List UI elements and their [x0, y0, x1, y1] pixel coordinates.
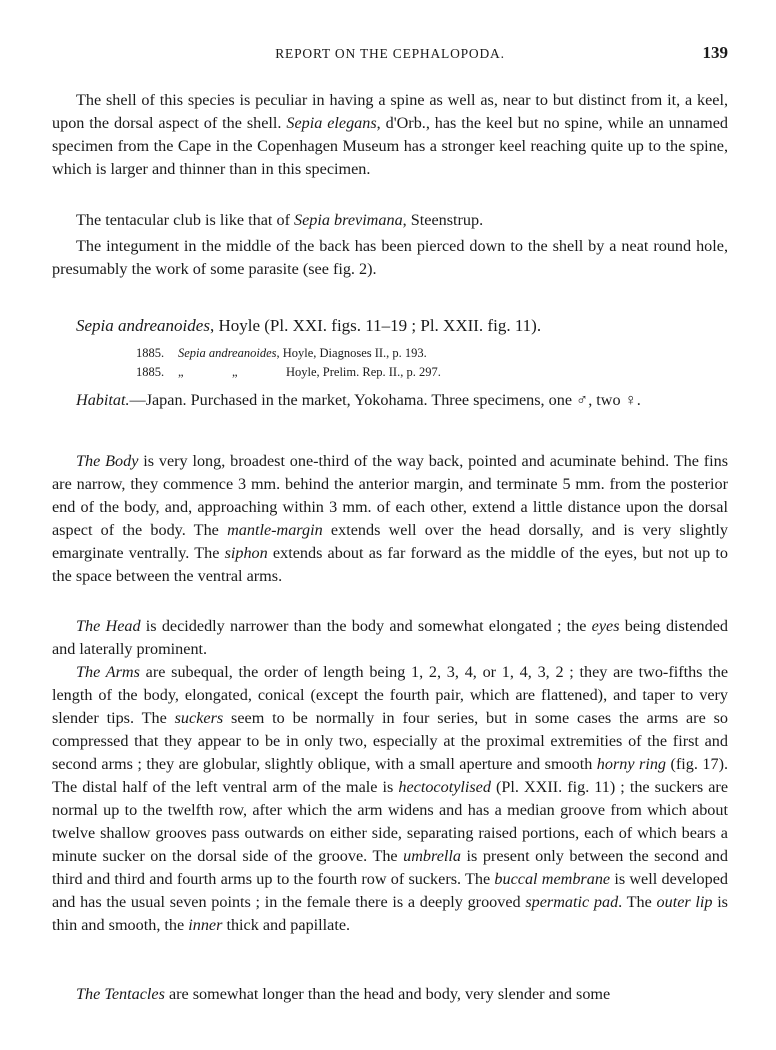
- heading-tentacles: The Tentacles: [76, 985, 165, 1003]
- synonymy-line-2: 1885. „ „ Hoyle, Prelim. Rep. II., p. 297.: [136, 365, 441, 379]
- species-ref-sepia-elegans: Sepia elegans: [286, 114, 377, 132]
- paragraph-body: The Body is very long, broadest one-third of the way back, pointed and acuminate behind. The fins are narrow, they commence 3 mm. behind the anterior margin, and terminate 5 mm. from the posterior end of the body, and, approaching within 3 mm. of each other, extend a little distance upon the dorsal aspect of the body. The mantle-margin extends well over the head dorsally, and is very slightly emarginate ventrally. The siphon extends about as far forward as the middle of the eyes, but not up to the space between the ventral arms.: [52, 452, 729, 585]
- species-heading: [76, 316, 541, 336]
- paragraph-shell: The shell of this species is peculiar in having a spine as well as, near to but distinct from it, a keel, upon the dorsal aspect of the shell. Sepia elegans, d'Orb., has the keel but no spine, while an unnamed specimen from the Cape in the Copenhagen Museum has a stronger keel reaching quite up to the spine, which is larger and thinner than in this specimen.: [52, 91, 728, 178]
- species-ref-sepia-brevimana: Sepia brevimana: [294, 211, 403, 229]
- paragraph-integument: The integument in the middle of the back has been pierced down to the shell by a neat round hole, presumably the work of some parasite (see fig. 2).: [52, 237, 728, 278]
- heading-head: The Head: [76, 617, 141, 635]
- species-citation: , Hoyle (Pl. XXI. figs. 11–19 ; Pl. XXII. fig. 11).: [209, 316, 542, 335]
- synonymy-line-1: 1885. Sepia andreanoides, Hoyle, Diagnoses II., p. 193.: [136, 346, 427, 360]
- running-head: REPORT ON THE CEPHALOPODA.: [275, 46, 505, 61]
- species-name: Sepia andreanoides: [76, 316, 210, 335]
- page-number: 139: [702, 43, 728, 62]
- heading-body: The Body: [76, 452, 139, 470]
- heading-arms: The Arms: [76, 663, 140, 681]
- paragraph-tentacular-club: The tentacular club is like that of Sepia brevimana, Steenstrup.: [76, 211, 484, 229]
- paragraph-head: The Head is decidedly narrower than the body and somewhat elongated ; the eyes being distended and laterally prominent.: [52, 617, 728, 658]
- habitat-label: Habitat.: [76, 391, 130, 409]
- paragraph-habitat: Habitat.—Japan. Purchased in the market, Yokohama. Three specimens, one ♂, two ♀.: [76, 391, 641, 409]
- page-header: [52, 43, 728, 70]
- paragraph-tentacles: The Tentacles are somewhat longer than the head and body, very slender and some: [76, 985, 611, 1003]
- paragraph-arms: The Arms are subequal, the order of length being 1, 2, 3, 4, or 1, 4, 3, 2 ; they are two-fifths the length of the body, elongated, conical (except the fourth pair, which are flattened), and taper to very slender tips. The suckers seem to be normally in four series, but in some cases the arms are so compressed that they appear to be in only two, especially at the proximal extremities of the first and second arms ; they are globular, slightly oblique, with a small aperture and smooth horny ring (fig. 17). The distal half of the left ventral arm of the male is hectocotylised (Pl. XXII. fig. 11) ; the suckers are normal up to the twelfth row, after which the arm widens and has a median groove from which about twelve shallow grooves pass outwards on either side, separating raised portions, each of which bears a minute sucker on the dorsal side of the groove. The umbrella is present only between the second and third and third and fourth arms up to the fourth row of suckers. The buccal membrane is well developed and has the usual seven points ; in the female there is a deeply grooved spermatic pad. The outer lip is thin and smooth, the inner thick and papillate.: [52, 663, 729, 934]
